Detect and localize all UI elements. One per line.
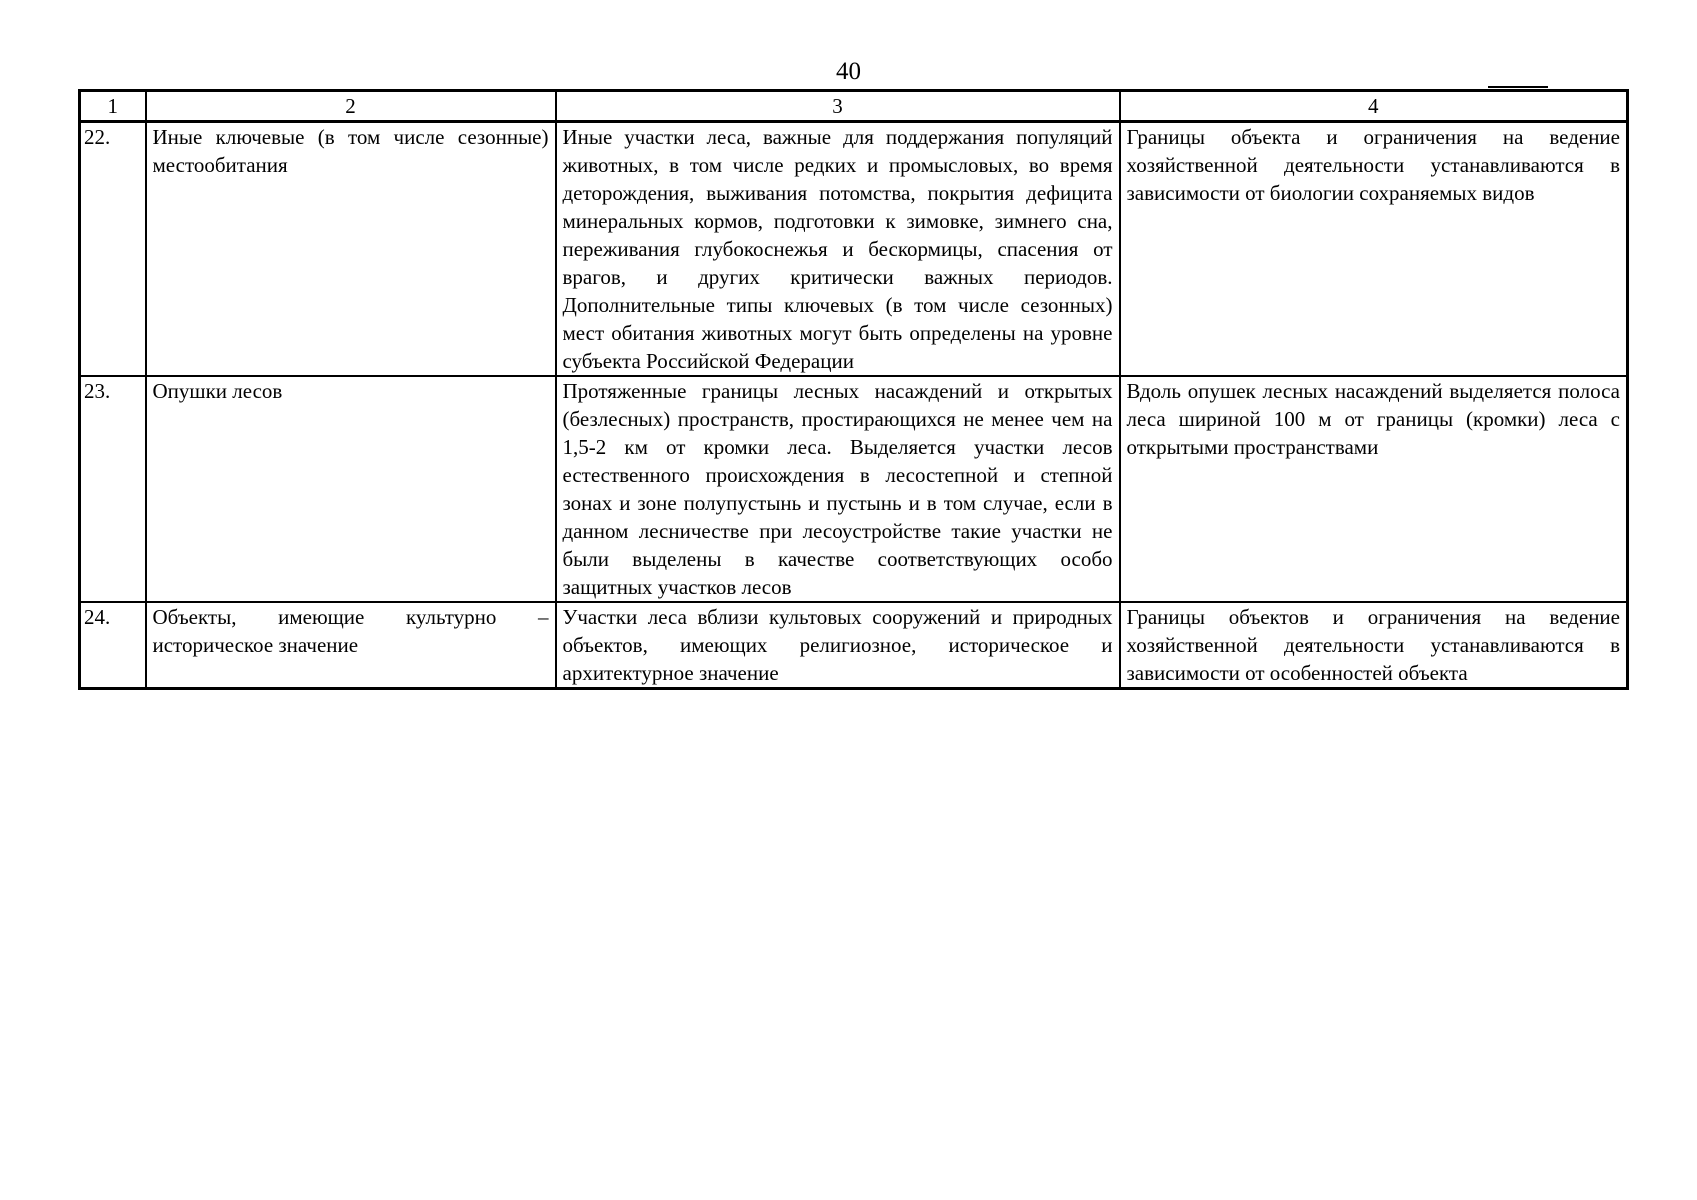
table-row [80, 122, 1628, 377]
description-cell: Протяженные границы лесных насаждений и открытых (безлесных) пространств, простирающихся не менее чем на 1,5-2 км от кромки леса. Выделяется участки лесов естественного происхождения в лесостепной и степной зонах и зоне полупустынь и пустынь и в том случае, если в данном лесничестве при лесоустройстве такие участки не были выделены в качестве соответствующих особо защитных участков лесов [556, 376, 1120, 602]
row-number-cell: 23. [80, 376, 146, 602]
column-header-4: 4 [1120, 91, 1628, 122]
boundaries-cell: Вдоль опушек лесных насаждений выделяется полоса леса шириной 100 м от границы (кромки) леса с открытыми пространствами [1120, 376, 1628, 602]
object-name-cell: Иные ключевые (в том числе сезонные) местообитания [146, 122, 556, 377]
description-cell: Участки леса вблизи культовых сооружений и природных объектов, имеющих религиозное, историческое и архитектурное значение [556, 602, 1120, 689]
row-number-cell: 22. [80, 122, 146, 377]
table-header [80, 91, 1628, 122]
object-name-cell: Объекты, имеющие культурно – историческое значение [146, 602, 556, 689]
boundaries-cell: Границы объектов и ограничения на ведение хозяйственной деятельности устанавливаются в зависимости от особенностей объекта [1120, 602, 1628, 689]
description-cell: Иные участки леса, важные для поддержания популяций животных, в том числе редких и промысловых, во время деторождения, выживания потомства, покрытия дефицита минеральных кормов, подготовки к зимовке, зимнего сна, переживания глубокоснежья и бескормицы, спасения от врагов, и других критически важных периодов. Дополнительные типы ключевых (в том числе сезонных) мест обитания животных могут быть определены на уровне субъекта Российской Федерации [556, 122, 1120, 377]
column-header-3: 3 [556, 91, 1120, 122]
table-row [80, 602, 1628, 689]
document-table [78, 89, 1629, 690]
header-row [80, 91, 1628, 122]
object-name-cell: Опушки лесов [146, 376, 556, 602]
table-row [80, 376, 1628, 602]
row-number-cell: 24. [80, 602, 146, 689]
boundaries-cell: Границы объекта и ограничения на ведение хозяйственной деятельности устанавливаются в зависимости от биологии сохраняемых видов [1120, 122, 1628, 377]
column-header-2: 2 [146, 91, 556, 122]
page-number: 40 [836, 58, 861, 85]
table-body [80, 122, 1628, 689]
column-header-1: 1 [80, 91, 146, 122]
header-rule-line [1488, 86, 1548, 88]
